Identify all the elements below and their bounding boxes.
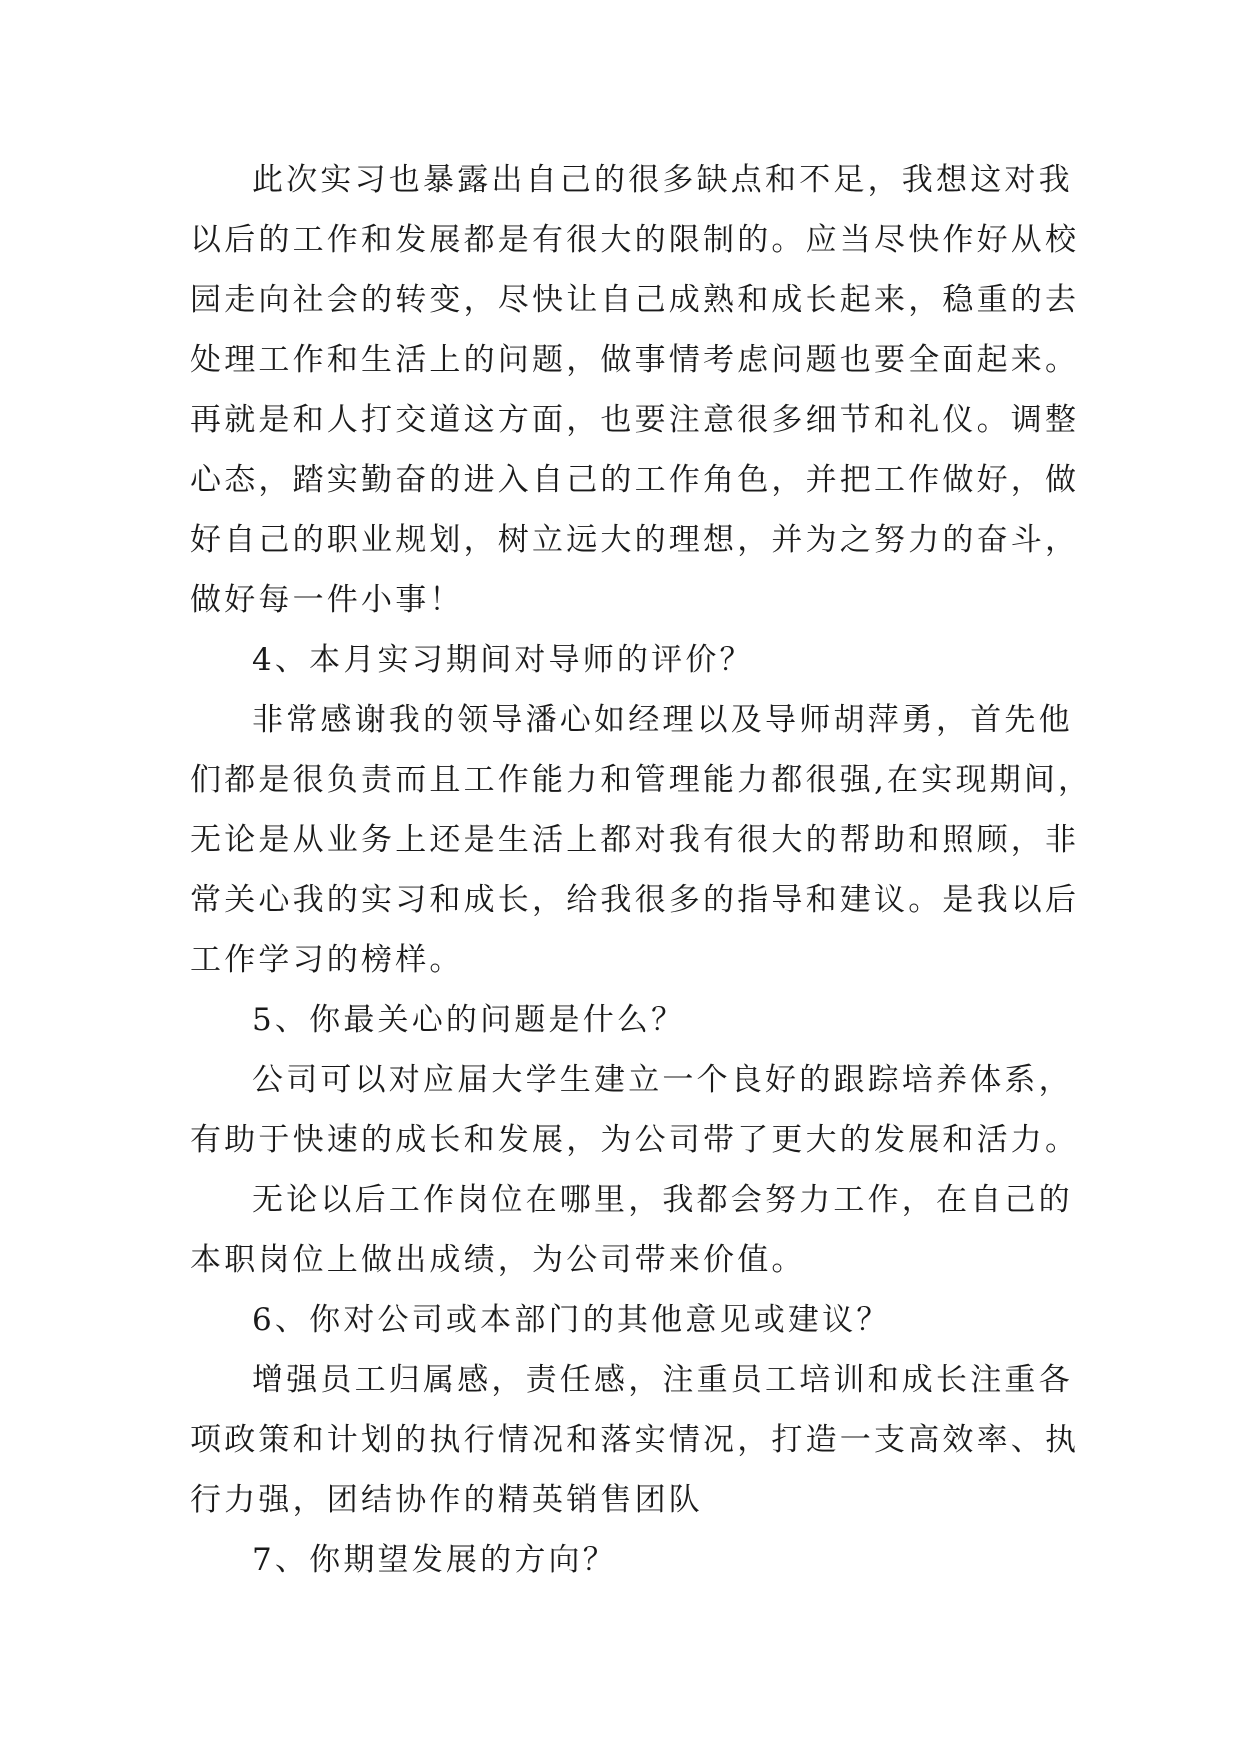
paragraph-line: 以后的工作和发展都是有很大的限制的。应当尽快作好从校 <box>190 222 1080 258</box>
paragraph-line: 此次实习也暴露出自己的很多缺点和不足，我想这对我 <box>252 162 1073 198</box>
paragraph-line: 项政策和计划的执行情况和落实情况，打造一支高效率、执 <box>190 1422 1080 1458</box>
paragraph-line: 无论以后工作岗位在哪里，我都会努力工作，在自己的 <box>252 1182 1073 1218</box>
paragraph-line: 工作学习的榜样。 <box>190 942 464 978</box>
paragraph-line: 心态，踏实勤奋的进入自己的工作角色，并把工作做好，做 <box>190 462 1080 498</box>
question-heading: 7、你期望发展的方向？ <box>252 1542 617 1578</box>
paragraph-line: 好自己的职业规划，树立远大的理想，并为之努力的奋斗， <box>190 522 1080 558</box>
paragraph-line: 行力强，团结协作的精英销售团队 <box>190 1482 703 1518</box>
question-heading: 6、你对公司或本部门的其他意见或建议？ <box>252 1302 891 1338</box>
paragraph-line: 有助于快速的成长和发展，为公司带了更大的发展和活力。 <box>190 1122 1080 1158</box>
paragraph-line: 本职岗位上做出成绩，为公司带来价值。 <box>190 1242 806 1278</box>
paragraph-line: 园走向社会的转变，尽快让自己成熟和成长起来，稳重的去 <box>190 282 1080 318</box>
paragraph-line: 再就是和人打交道这方面，也要注意很多细节和礼仪。调整 <box>190 402 1080 438</box>
paragraph-line: 无论是从业务上还是生活上都对我有很大的帮助和照顾，非 <box>190 822 1080 858</box>
paragraph-line: 处理工作和生活上的问题，做事情考虑问题也要全面起来。 <box>190 342 1080 378</box>
question-heading: 5、你最关心的问题是什么？ <box>252 1002 686 1038</box>
paragraph-line: 们都是很负责而且工作能力和管理能力都很强,在实现期间， <box>190 762 1093 798</box>
question-heading: 4、本月实习期间对导师的评价？ <box>252 642 754 678</box>
paragraph-line: 公司可以对应届大学生建立一个良好的跟踪培养体系， <box>252 1062 1073 1098</box>
paragraph-line: 常关心我的实习和成长，给我很多的指导和建议。是我以后 <box>190 882 1080 918</box>
paragraph-line: 增强员工归属感，责任感，注重员工培训和成长注重各 <box>252 1362 1073 1398</box>
paragraph-line: 做好每一件小事！ <box>190 582 464 618</box>
paragraph-line: 非常感谢我的领导潘心如经理以及导师胡萍勇，首先他 <box>252 702 1073 738</box>
